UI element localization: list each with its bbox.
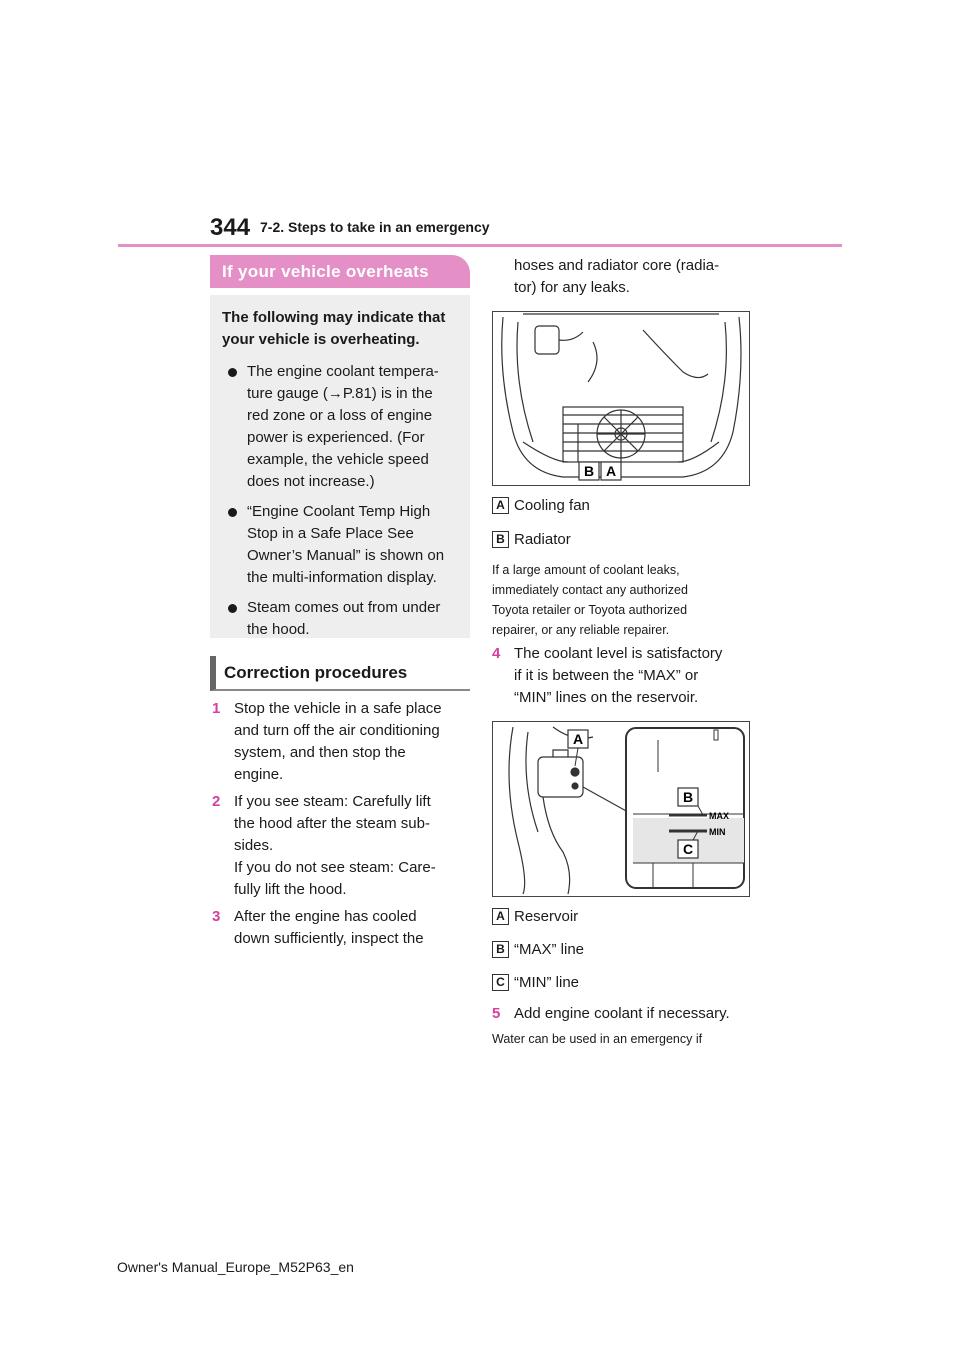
symptom-bullet: Steam comes out from under the hood.	[222, 597, 458, 641]
footer-manual-id: Owner's Manual_Europe_M52P63_en	[117, 1259, 354, 1275]
step-3-continued: hoses and radiator core (radia- tor) for any leaks.	[514, 257, 720, 296]
min-mark-text: MIN	[709, 827, 726, 837]
bullet-dot-icon	[228, 508, 237, 517]
bullet-dot-icon	[228, 368, 237, 377]
bullet-dot-icon	[228, 604, 237, 613]
svg-text:B: B	[583, 463, 595, 479]
overheat-heading: If your vehicle overheats	[210, 255, 470, 288]
section-title: 7-2. Steps to take in an emergency	[260, 219, 490, 235]
max-mark-text: MAX	[709, 811, 729, 821]
svg-text:C: C	[682, 841, 694, 857]
reservoir-drawing	[493, 722, 749, 896]
overheat-symptoms-box	[210, 295, 470, 638]
svg-text:A: A	[572, 731, 584, 747]
water-note: Water can be used in an emergency if	[492, 1032, 703, 1046]
callout-letter: B	[492, 941, 509, 958]
label-reservoir: A Reservoir	[492, 906, 578, 926]
page-number: 344	[210, 214, 251, 241]
overheat-intro: The following may indicate that your vehicle is overheating.	[222, 309, 446, 348]
label-cooling-fan: A Cooling fan	[492, 495, 590, 515]
leak-note: If a large amount of coolant leaks, immediately contact any authorized Toyota retailer or Toyota authorized repairer, or any reliable repairer.	[492, 563, 688, 637]
label-max-line: B “MAX” line	[492, 939, 584, 959]
header-rule	[118, 244, 842, 247]
callout-letter: B	[492, 531, 509, 548]
svg-text:A: A	[605, 463, 617, 479]
callout-letter: C	[492, 974, 509, 991]
reservoir-illustration	[492, 721, 750, 897]
label-radiator: B Radiator	[492, 529, 571, 549]
symptom-bullet: The engine coolant tempera- ture gauge (→P.81) is in the red zone or a loss of engine power is experienced. (For example, the vehicle speed does not increase.)	[222, 361, 458, 493]
callout-letter: A	[492, 497, 509, 514]
engine-bay-illustration	[492, 311, 750, 486]
symptom-bullet: “Engine Coolant Temp High Stop in a Safe Place See Owner’s Manual” is shown on the multi-information display.	[222, 501, 458, 589]
label-min-line: C “MIN” line	[492, 972, 579, 992]
svg-text:B: B	[682, 789, 694, 805]
engine-bay-drawing	[493, 312, 749, 485]
callout-letter: A	[492, 908, 509, 925]
correction-heading: Correction procedures	[210, 656, 470, 691]
